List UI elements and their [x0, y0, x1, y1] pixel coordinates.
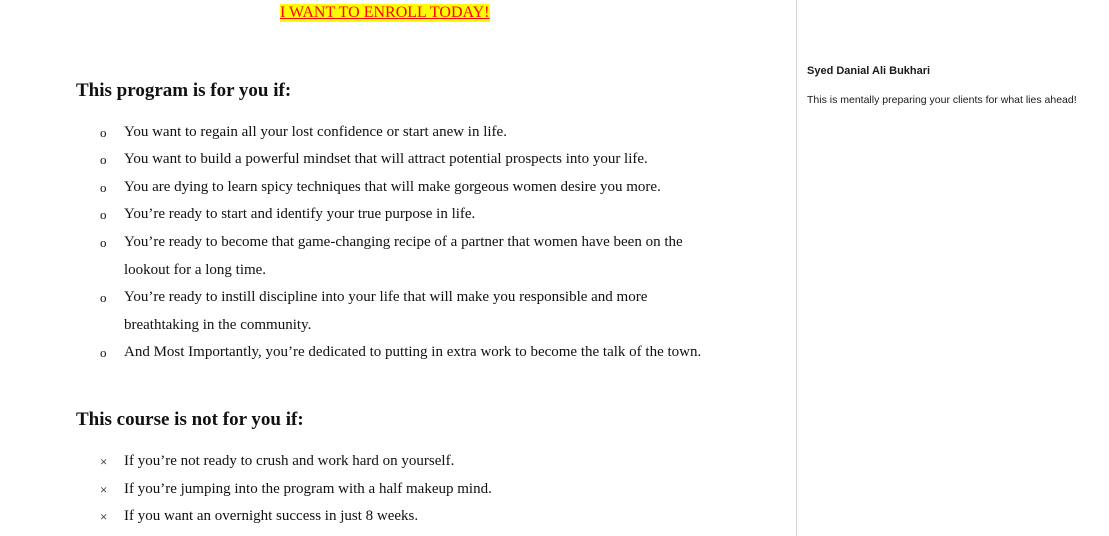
section-heading-program-for: This program is for you if: — [76, 80, 292, 101]
list-item: o You’re ready to start and identify your true purpose in life. — [100, 201, 720, 229]
list-item: × If you’re not ready to crush and work hard on yourself. — [100, 448, 720, 476]
cross-bullet-icon: × — [100, 509, 108, 524]
list-item: o You’re ready to become that game-changing recipe of a partner that women have been on the lookout for a long time. — [100, 229, 720, 284]
list-item: × If you want an overnight success in just 8 weeks. — [100, 503, 720, 531]
list-item: o You want to regain all your lost confidence or start anew in life. — [100, 119, 720, 147]
enroll-link[interactable]: I WANT TO ENROLL TODAY! — [280, 4, 490, 21]
circle-bullet-icon: o — [100, 345, 107, 360]
circle-bullet-icon: o — [100, 152, 107, 167]
circle-bullet-icon: o — [100, 125, 107, 140]
cross-bullet-icon: × — [100, 454, 108, 469]
list-item: o You want to build a powerful mindset that will attract potential prospects into your life. — [100, 146, 720, 174]
comment-text[interactable]: This is mentally preparing your clients for what lies ahead! — [807, 94, 1077, 106]
list-item: o You’re ready to instill discipline into your life that will make you responsible and more breathtaking in the community. — [100, 284, 720, 339]
comment-author: Syed Danial Ali Bukhari — [807, 65, 931, 77]
circle-bullet-icon: o — [100, 207, 107, 222]
cross-bullet-icon: × — [100, 482, 108, 497]
list-item: o You are dying to learn spicy techniques that will make gorgeous women desire you more. — [100, 174, 720, 202]
circle-bullet-icon: o — [100, 180, 107, 195]
comment-pane-divider — [796, 0, 797, 536]
circle-bullet-icon: o — [100, 235, 107, 250]
section-heading-course-not-for: This course is not for you if: — [76, 409, 304, 430]
list-item: o And Most Importantly, you’re dedicated to putting in extra work to become the talk of the town. — [100, 339, 720, 367]
list-item: × If you’re jumping into the program with a half makeup mind. — [100, 476, 720, 504]
comment-balloon[interactable] — [807, 64, 1103, 107]
circle-bullet-icon: o — [100, 290, 107, 305]
